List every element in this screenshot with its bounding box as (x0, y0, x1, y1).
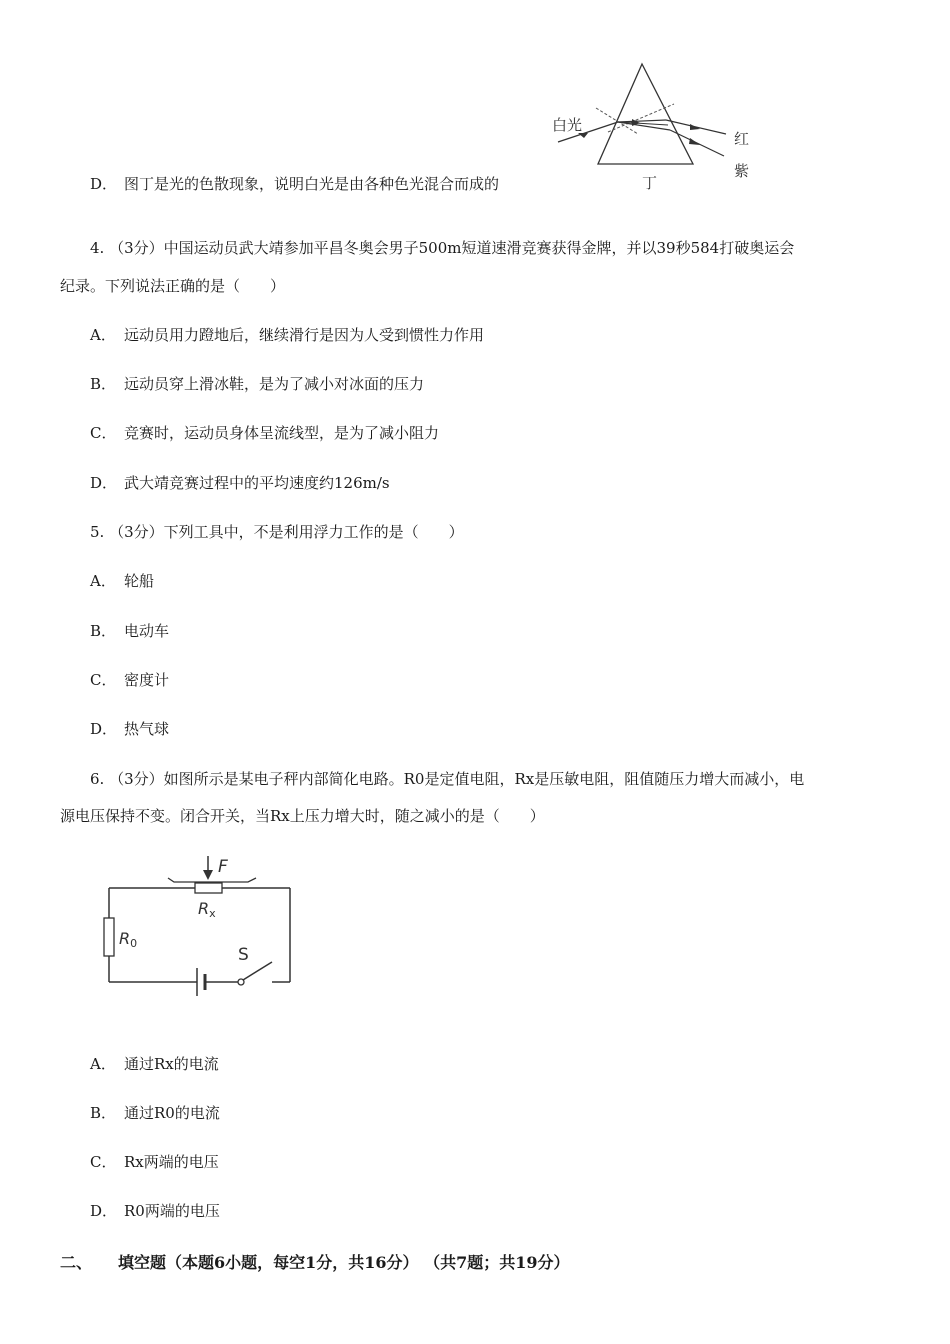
label-force: F (218, 857, 228, 877)
option-text: 热气球 (124, 720, 170, 738)
q4-option-a (90, 325, 484, 345)
q4-option-d (90, 473, 390, 493)
q3-option-d (90, 174, 499, 194)
section-number: 二、 (60, 1253, 93, 1272)
option-text: 电动车 (124, 622, 170, 640)
option-letter: D． (90, 720, 118, 738)
q6-option-d (90, 1201, 220, 1221)
q5-stem: 5. （3分）下列工具中，不是利用浮力工作的是（ ） (90, 523, 464, 541)
q6-option-b (90, 1103, 220, 1123)
q6-option-a (90, 1054, 219, 1074)
section-heading (60, 1250, 570, 1273)
q6-option-c (90, 1152, 219, 1172)
label-white-light: 白光 (552, 116, 583, 134)
q4-stem-line2: 纪录。下列说法正确的是（ ） (60, 277, 286, 295)
circuit-diagram (100, 852, 300, 1012)
prism-dispersion-figure (548, 60, 758, 195)
q4-stem-line1: 4. （3分）中国运动员武大靖参加平昌冬奥会男子500m短道速滑竞赛获得金牌，并以39秒584打破奥运会 (90, 239, 795, 257)
prism-triangle (598, 64, 693, 164)
option-text: R0两端的电压 (124, 1202, 220, 1220)
option-letter: C． (90, 424, 117, 442)
option-letter: B． (90, 1104, 117, 1122)
option-text: 竞赛时，运动员身体呈流线型，是为了减小阻力 (124, 424, 440, 442)
q5-option-a (90, 571, 154, 591)
option-text: 远动员用力蹬地后，继续滑行是因为人受到惯性力作用 (124, 326, 485, 344)
label-ding: 丁 (642, 174, 658, 192)
option-text: 通过Rx的电流 (124, 1055, 219, 1073)
q4-option-b (90, 374, 424, 394)
option-letter: A． (90, 572, 116, 590)
option-letter: B． (90, 622, 117, 640)
label-switch: S (238, 945, 249, 965)
option-letter: A． (90, 1055, 116, 1073)
option-letter: D． (90, 175, 118, 193)
option-text: 远动员穿上滑冰鞋，是为了减小对冰面的压力 (124, 375, 425, 393)
option-text: 武大靖竞赛过程中的平均速度约126m/s (124, 474, 390, 492)
q6-stem-line2: 源电压保持不变。闭合开关，当Rx上压力增大时，随之减小的是（ ） (60, 807, 545, 825)
q6-stem-line1: 6. （3分）如图所示是某电子秤内部简化电路。R0是定值电阻，Rx是压敏电阻，阻值随压力增大而减小，电 (90, 770, 805, 788)
label-r0: R0 (119, 929, 138, 950)
option-text: Rx两端的电压 (124, 1153, 219, 1171)
force-arrow-head (203, 870, 213, 880)
option-text: 图丁是光的色散现象，说明白光是由各种色光混合而成的 (124, 175, 500, 193)
q4-option-c (90, 423, 439, 443)
pressure-plate (168, 878, 256, 882)
section-title: 填空题（本题6小题，每空1分，共16分） （共7题；共19分） (118, 1253, 570, 1272)
label-rx: Rx (198, 899, 216, 920)
option-letter: D． (90, 1202, 118, 1220)
refracted-ray-red-inner (618, 120, 666, 122)
rx-resistor (195, 883, 222, 893)
q5-option-b (90, 621, 169, 641)
r0-resistor (104, 918, 114, 956)
option-letter: C． (90, 671, 117, 689)
option-letter: A． (90, 326, 116, 344)
label-red: 红 (734, 130, 750, 148)
option-letter: B． (90, 375, 117, 393)
option-letter: C． (90, 1153, 117, 1171)
purple-arrow (689, 138, 700, 145)
label-purple: 紫 (734, 162, 750, 180)
option-text: 密度计 (124, 671, 170, 689)
option-text: 轮船 (124, 572, 155, 590)
q5-option-c (90, 670, 169, 690)
option-letter: D． (90, 474, 118, 492)
option-text: 通过R0的电流 (124, 1104, 220, 1122)
q5-option-d (90, 719, 169, 739)
